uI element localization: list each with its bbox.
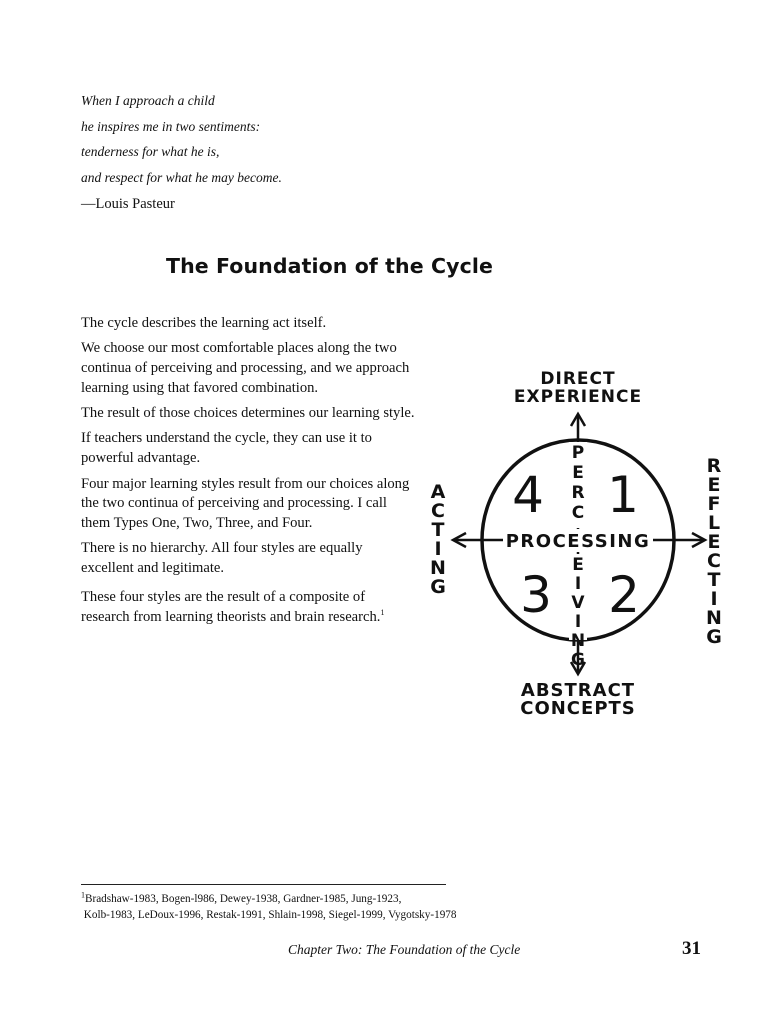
body-paragraph-last bbox=[81, 588, 417, 628]
section-heading: The Foundation of the Cycle bbox=[166, 254, 493, 278]
epigraph-attribution: —Louis Pasteur bbox=[81, 196, 175, 212]
perceiving-letter: E bbox=[572, 555, 584, 575]
acting-letter: C bbox=[431, 500, 445, 522]
reflecting-letter: L bbox=[707, 512, 721, 534]
body-paragraph: If teachers understand the cycle, they can use it to powerful advantage. bbox=[81, 430, 372, 467]
footnote-reference: 1 bbox=[380, 608, 385, 617]
perceiving-letter: I bbox=[574, 612, 582, 632]
acting-letter: G bbox=[430, 576, 446, 598]
processing-label: PROCESSING bbox=[505, 531, 651, 552]
body-text bbox=[81, 314, 417, 633]
reflecting-letter: G bbox=[706, 626, 722, 648]
body-paragraph-text: These four styles are the result of a composite of research from learning theorists and brain research. bbox=[81, 589, 381, 625]
epigraph-line: tenderness for what he is, bbox=[81, 144, 220, 159]
acting-letter: T bbox=[431, 519, 445, 541]
diagram-bottom-label-line2: CONCEPTS bbox=[520, 698, 636, 719]
reflecting-letter: F bbox=[707, 493, 721, 515]
reflecting-letter: C bbox=[707, 550, 721, 572]
quadrant-4: 4 bbox=[512, 466, 544, 524]
perceiving-letter: N bbox=[570, 631, 586, 651]
footnote-line-text: Kolb-1983, LeDoux-1996, Restak-1991, Shlain-1998, Siegel-1999, Vygotsky-1978 bbox=[83, 909, 457, 921]
reflecting-letter: T bbox=[707, 569, 721, 591]
perceiving-letter: G bbox=[571, 650, 585, 670]
acting-label bbox=[430, 481, 446, 598]
body-paragraph: The cycle describes the learning act itself. bbox=[81, 315, 327, 331]
epigraph bbox=[81, 88, 481, 190]
running-footer: Chapter Two: The Foundation of the Cycle bbox=[288, 942, 521, 957]
perceiving-letter: P bbox=[571, 443, 585, 463]
perceiving-letter: R bbox=[571, 483, 585, 503]
quadrant-3: 3 bbox=[520, 566, 552, 624]
perceiving-letter: V bbox=[571, 593, 585, 613]
perceiving-letter: E bbox=[572, 463, 584, 483]
page-number: 31 bbox=[682, 938, 701, 959]
quadrant-2: 2 bbox=[608, 566, 640, 624]
footnote-line-text: Bradshaw-1983, Bogen-l986, Dewey-1938, Gardner-1985, Jung-1923, bbox=[85, 893, 402, 905]
body-paragraph: Four major learning styles result from our choices along the two continua of perceiving and processing. I call them Types One, Two, Three, and Four. bbox=[81, 475, 410, 532]
epigraph-line: and respect for what he may become. bbox=[81, 169, 282, 185]
acting-letter: I bbox=[434, 538, 442, 560]
quadrant-1: 1 bbox=[607, 466, 639, 524]
reflecting-label bbox=[706, 455, 722, 648]
footnote-line bbox=[81, 907, 541, 923]
body-paragraph: The result of those choices determines our learning style. bbox=[81, 405, 415, 422]
learning-cycle-diagram bbox=[418, 360, 738, 730]
diagram-bottom-label-line1: ABSTRACT bbox=[520, 680, 636, 701]
reflecting-letter: I bbox=[710, 588, 718, 610]
body-paragraph: We choose our most comfortable places along the two continua of perceiving and processing, and we approach learning using that favored combination. bbox=[81, 340, 410, 396]
footnote-rule bbox=[81, 884, 446, 885]
acting-letter: N bbox=[430, 557, 446, 579]
epigraph-line: When I approach a child bbox=[81, 93, 215, 108]
perceiving-letter: C bbox=[571, 503, 585, 523]
footnote-line bbox=[81, 891, 541, 907]
footnote bbox=[81, 891, 541, 923]
epigraph-line: he inspires me in two sentiments: bbox=[81, 118, 261, 134]
perceiving-label bbox=[571, 443, 586, 670]
footnote-marker: 1 bbox=[81, 890, 85, 900]
diagram-top-label-line1: DIRECT bbox=[540, 369, 616, 389]
reflecting-letter: E bbox=[707, 474, 721, 496]
acting-letter: A bbox=[430, 481, 446, 503]
reflecting-letter: E bbox=[707, 531, 721, 553]
reflecting-letter: N bbox=[706, 607, 722, 629]
perceiving-letter: I bbox=[574, 574, 582, 594]
diagram-top-label-line2: EXPERIENCE bbox=[513, 387, 643, 407]
reflecting-letter: R bbox=[706, 455, 722, 477]
body-paragraph: There is no hierarchy. All four styles are equally excellent and legitimate. bbox=[81, 540, 363, 577]
